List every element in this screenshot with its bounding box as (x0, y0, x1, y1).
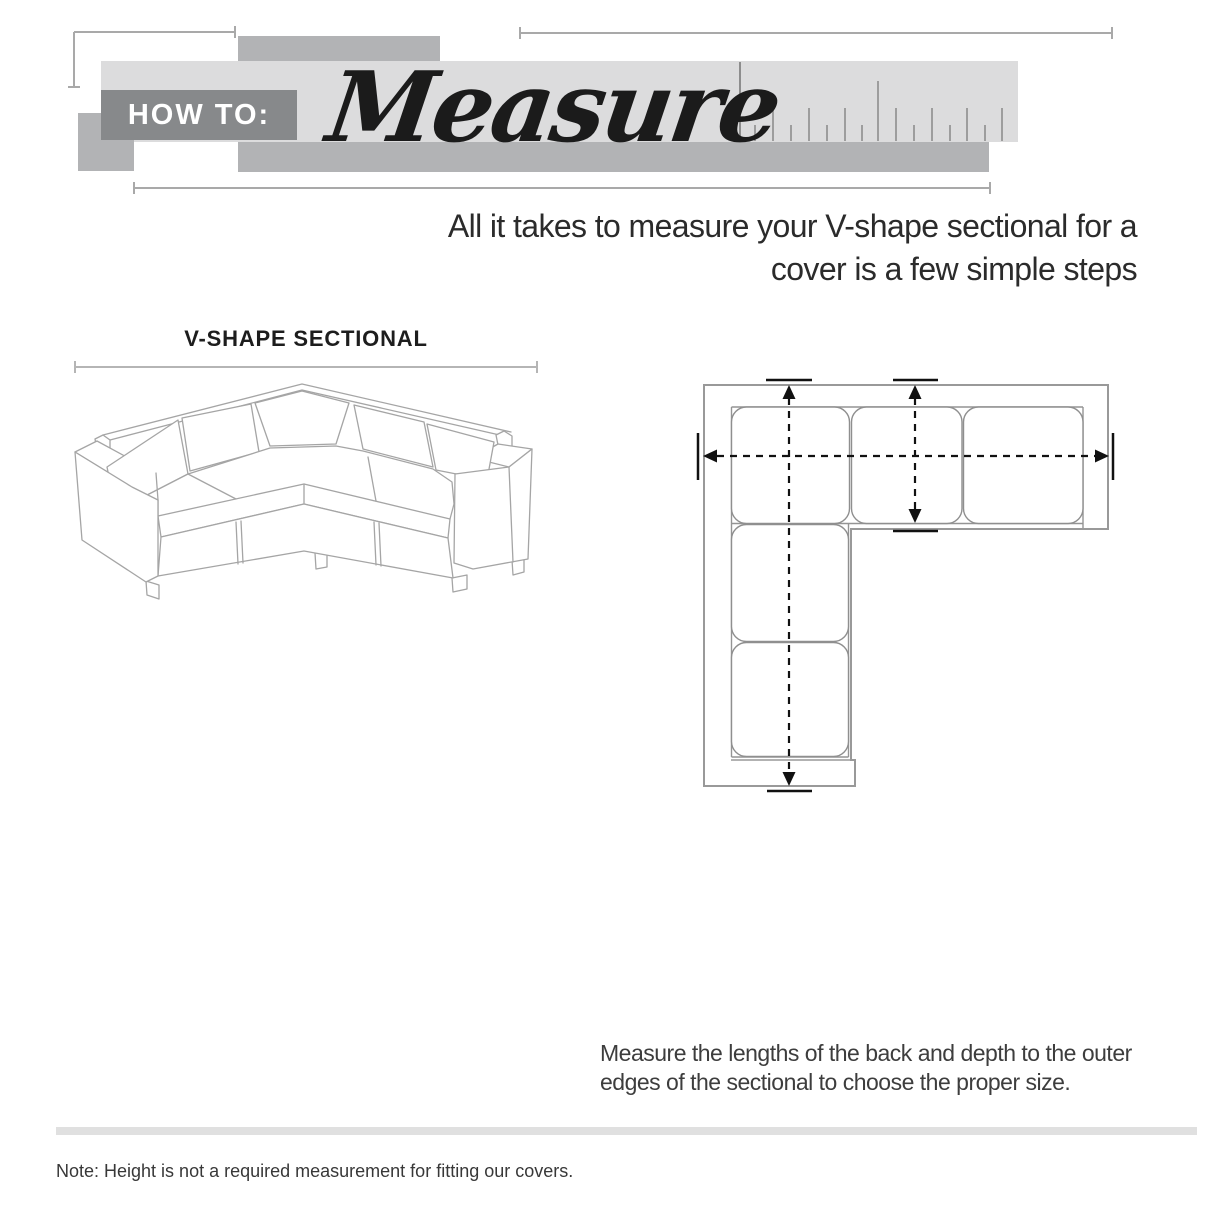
sofa-illustration (68, 360, 540, 614)
cushion (964, 407, 1084, 524)
footnote-text: Note: Height is not a required measurement for fitting our covers. (56, 1161, 574, 1181)
sofa-drawing (75, 384, 532, 599)
instructions-line: Measure the lengths of the back and depth to the outer (600, 1040, 1132, 1066)
topdown-diagram (690, 372, 1122, 800)
kicker-label: HOW TO: (127, 98, 271, 131)
sofa-back-cushion-corner (255, 391, 349, 446)
sofa-leg (146, 581, 159, 599)
sofa-leg (452, 575, 467, 592)
sofa-skirt (158, 504, 453, 578)
page-title: Measure (320, 50, 786, 164)
instructions-line: edges of the sectional to choose the proper size. (600, 1068, 1071, 1095)
cushion (732, 407, 850, 524)
intro-line: All it takes to measure your V-shape sectional for a (447, 208, 1137, 244)
sectional-label: V-SHAPE SECTIONAL (184, 326, 428, 351)
intro-text (448, 205, 1137, 291)
cushion (852, 407, 963, 524)
diagram-cushions (732, 407, 1084, 757)
bracket-bottom-line (134, 182, 990, 194)
divider-bar (56, 1127, 1197, 1135)
intro-line: cover is a few simple steps (770, 251, 1137, 287)
instructions-text (600, 1039, 1132, 1096)
sofa-width-line (75, 361, 537, 373)
kicker-box (101, 90, 297, 140)
bracket-top-right-line (520, 27, 1112, 39)
